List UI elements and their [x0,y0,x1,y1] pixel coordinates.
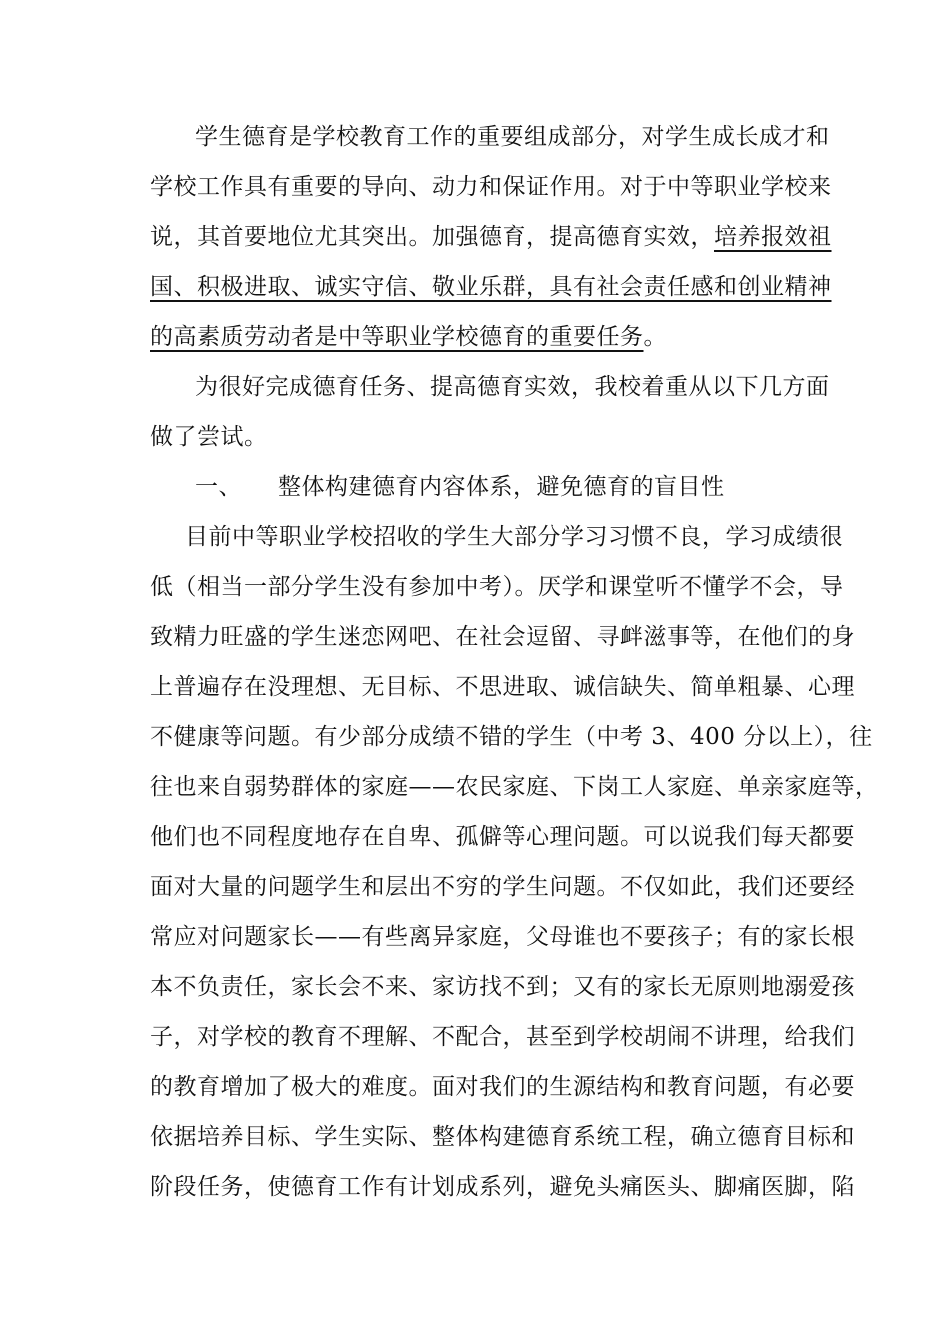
text-run: 依据培养目标、学生实际、整体构建德育系统工程，确立德育目标和 [150,1124,855,1150]
text-line-21 [150,1122,855,1152]
text-run: 阶段任务，使德育工作有计划成系列，避免头痛医头、脚痛医脚，陷 [150,1174,855,1200]
text-line-22 [150,1172,855,1202]
text-line-3 [150,222,832,252]
text-line-12 [150,672,855,702]
text-line-2 [150,172,832,202]
text-run: 子，对学校的教育不理解、不配合，甚至到学校胡闹不讲理，给我们 [150,1024,855,1050]
underlined-text: 的高素质劳动者是中等职业学校德育的重要任务 [150,324,644,350]
text-line-17 [150,922,855,952]
text-run: 面对大量的问题学生和层出不穷的学生问题。不仅如此，我们还要经 [150,874,855,900]
section-title: 整体构建德育内容体系，避免德育的盲目性 [278,474,725,500]
text-line-10 [150,572,844,602]
text-run: 往也来自弱势群体的家庭——农民家庭、下岗工人家庭、单亲家庭等， [150,774,879,800]
section-heading [195,472,725,502]
text-line-20 [150,1072,855,1102]
text-run: 目前中等职业学校招收的学生大部分学习习惯不良，学习成绩很 [185,524,843,550]
text-run: 学生德育是学校教育工作的重要组成部分，对学生成长成才和 [195,124,830,150]
text-line-19 [150,1022,855,1052]
text-run: 做了尝试。 [150,424,268,450]
text-run: 学校工作具有重要的导向、动力和保证作用。对于中等职业学校来 [150,174,832,200]
text-line-6 [195,372,830,402]
text-run: 的教育增加了极大的难度。面对我们的生源结构和教育问题，有必要 [150,1074,855,1100]
text-run: 低（相当一部分学生没有参加中考）。厌学和课堂听不懂学不会，导 [150,574,844,600]
underlined-text: 国、积极进取、诚实守信、敬业乐群，具有社会责任感和创业精神 [150,274,832,300]
text-run: 致精力旺盛的学生迷恋网吧、在社会逗留、寻衅滋事等，在他们的身 [150,624,855,650]
text-line-5 [150,322,667,352]
text-line-16 [150,872,855,902]
text-run: 说，其首要地位尤其突出。加强德育，提高德育实效， [150,224,714,250]
text-line-11 [150,622,855,652]
text-run: 常应对问题家长——有些离异家庭，父母谁也不要孩子；有的家长根 [150,924,855,950]
text-line-14 [150,772,879,802]
text-run: 上普遍存在没理想、无目标、不思进取、诚信缺失、简单粗暴、心理 [150,674,855,700]
text-line-13 [150,722,873,752]
text-run: 本不负责任，家长会不来、家访找不到；又有的家长无原则地溺爱孩 [150,974,855,1000]
text-run: 。 [643,324,667,350]
text-line-15 [150,822,855,852]
underlined-text: 培养报效祖 [714,224,832,250]
text-line-9 [185,522,843,552]
section-number: 一、 [195,474,242,500]
text-line-18 [150,972,855,1002]
text-line-1 [195,122,830,152]
text-line-4 [150,272,832,302]
text-line-7 [150,422,268,452]
text-run: 为很好完成德育任务、提高德育实效，我校着重从以下几方面 [195,374,830,400]
text-run: 不健康等问题。有少部分成绩不错的学生（中考 3、400 分以上），往 [150,724,873,750]
text-run: 他们也不同程度地存在自卑、孤僻等心理问题。可以说我们每天都要 [150,824,855,850]
